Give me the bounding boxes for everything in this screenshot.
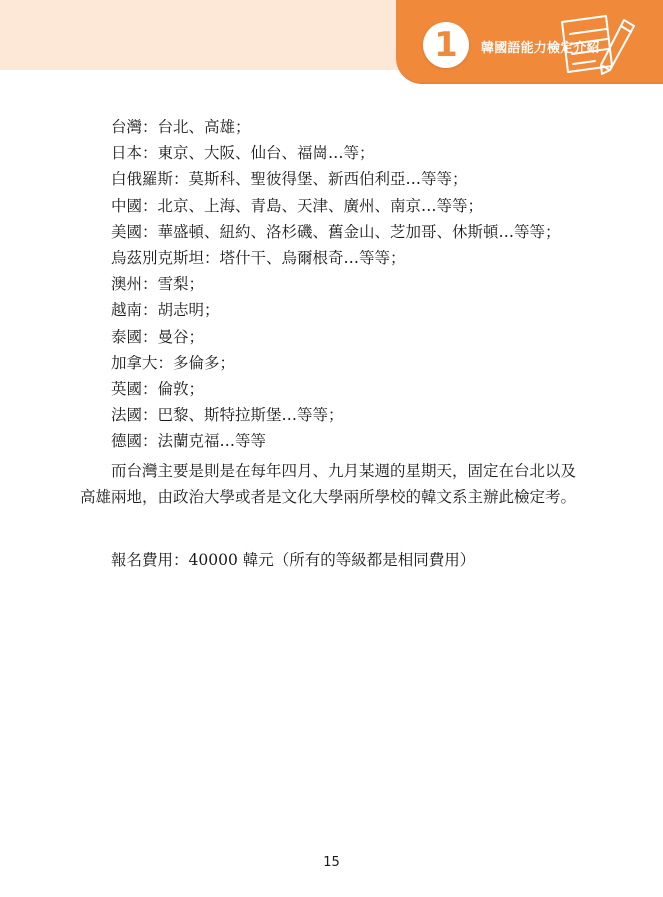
registration-fee: 報名費用：40000 韓元（所有的等級都是相同費用）: [111, 551, 476, 569]
list-item: 越南：胡志明；: [111, 301, 220, 320]
list-item: 德國：法蘭克福…等等: [111, 432, 267, 451]
list-item: 加拿大：多倫多；: [111, 353, 236, 372]
chapter-title: 韓國語能力檢定介紹: [481, 41, 600, 56]
list-item: 美國：華盛頓、紐約、洛杉磯、舊金山、芝加哥、休斯頓…等等；: [111, 222, 561, 241]
list-item: 台灣：台北、高雄；: [111, 118, 251, 136]
exam-location-list: [111, 114, 591, 454]
chapter-number: 1: [434, 25, 458, 65]
page-number: 15: [323, 855, 340, 870]
chapter-number-badge: [423, 22, 469, 68]
list-item: 中國：北京、上海、青島、天津、廣州、南京…等等；: [111, 196, 484, 215]
list-item: 烏茲別克斯坦：塔什干、烏爾根奇…等等；: [111, 248, 406, 267]
main-content: [80, 114, 591, 569]
taiwan-exam-paragraph: 而台灣主要是則是在每年四月、九月某週的星期天，固定在台北以及高雄兩地，由政治大學或者是文化大學兩所學校的韓文系主辦此檢定考。: [80, 462, 577, 506]
list-item: 泰國：曼谷；: [111, 327, 205, 346]
list-item: 白俄羅斯：莫斯科、聖彼得堡、新西伯利亞…等等；: [111, 170, 468, 189]
list-item: 日本：東京、大阪、仙台、福崗…等；: [111, 144, 375, 163]
list-item: 英國：倫敦；: [111, 379, 205, 398]
list-item: 法國：巴黎、斯特拉斯堡…等等；: [111, 406, 344, 425]
notebook-pencil-icon: [548, 8, 644, 80]
list-item: 澳州：雪梨；: [111, 275, 205, 294]
